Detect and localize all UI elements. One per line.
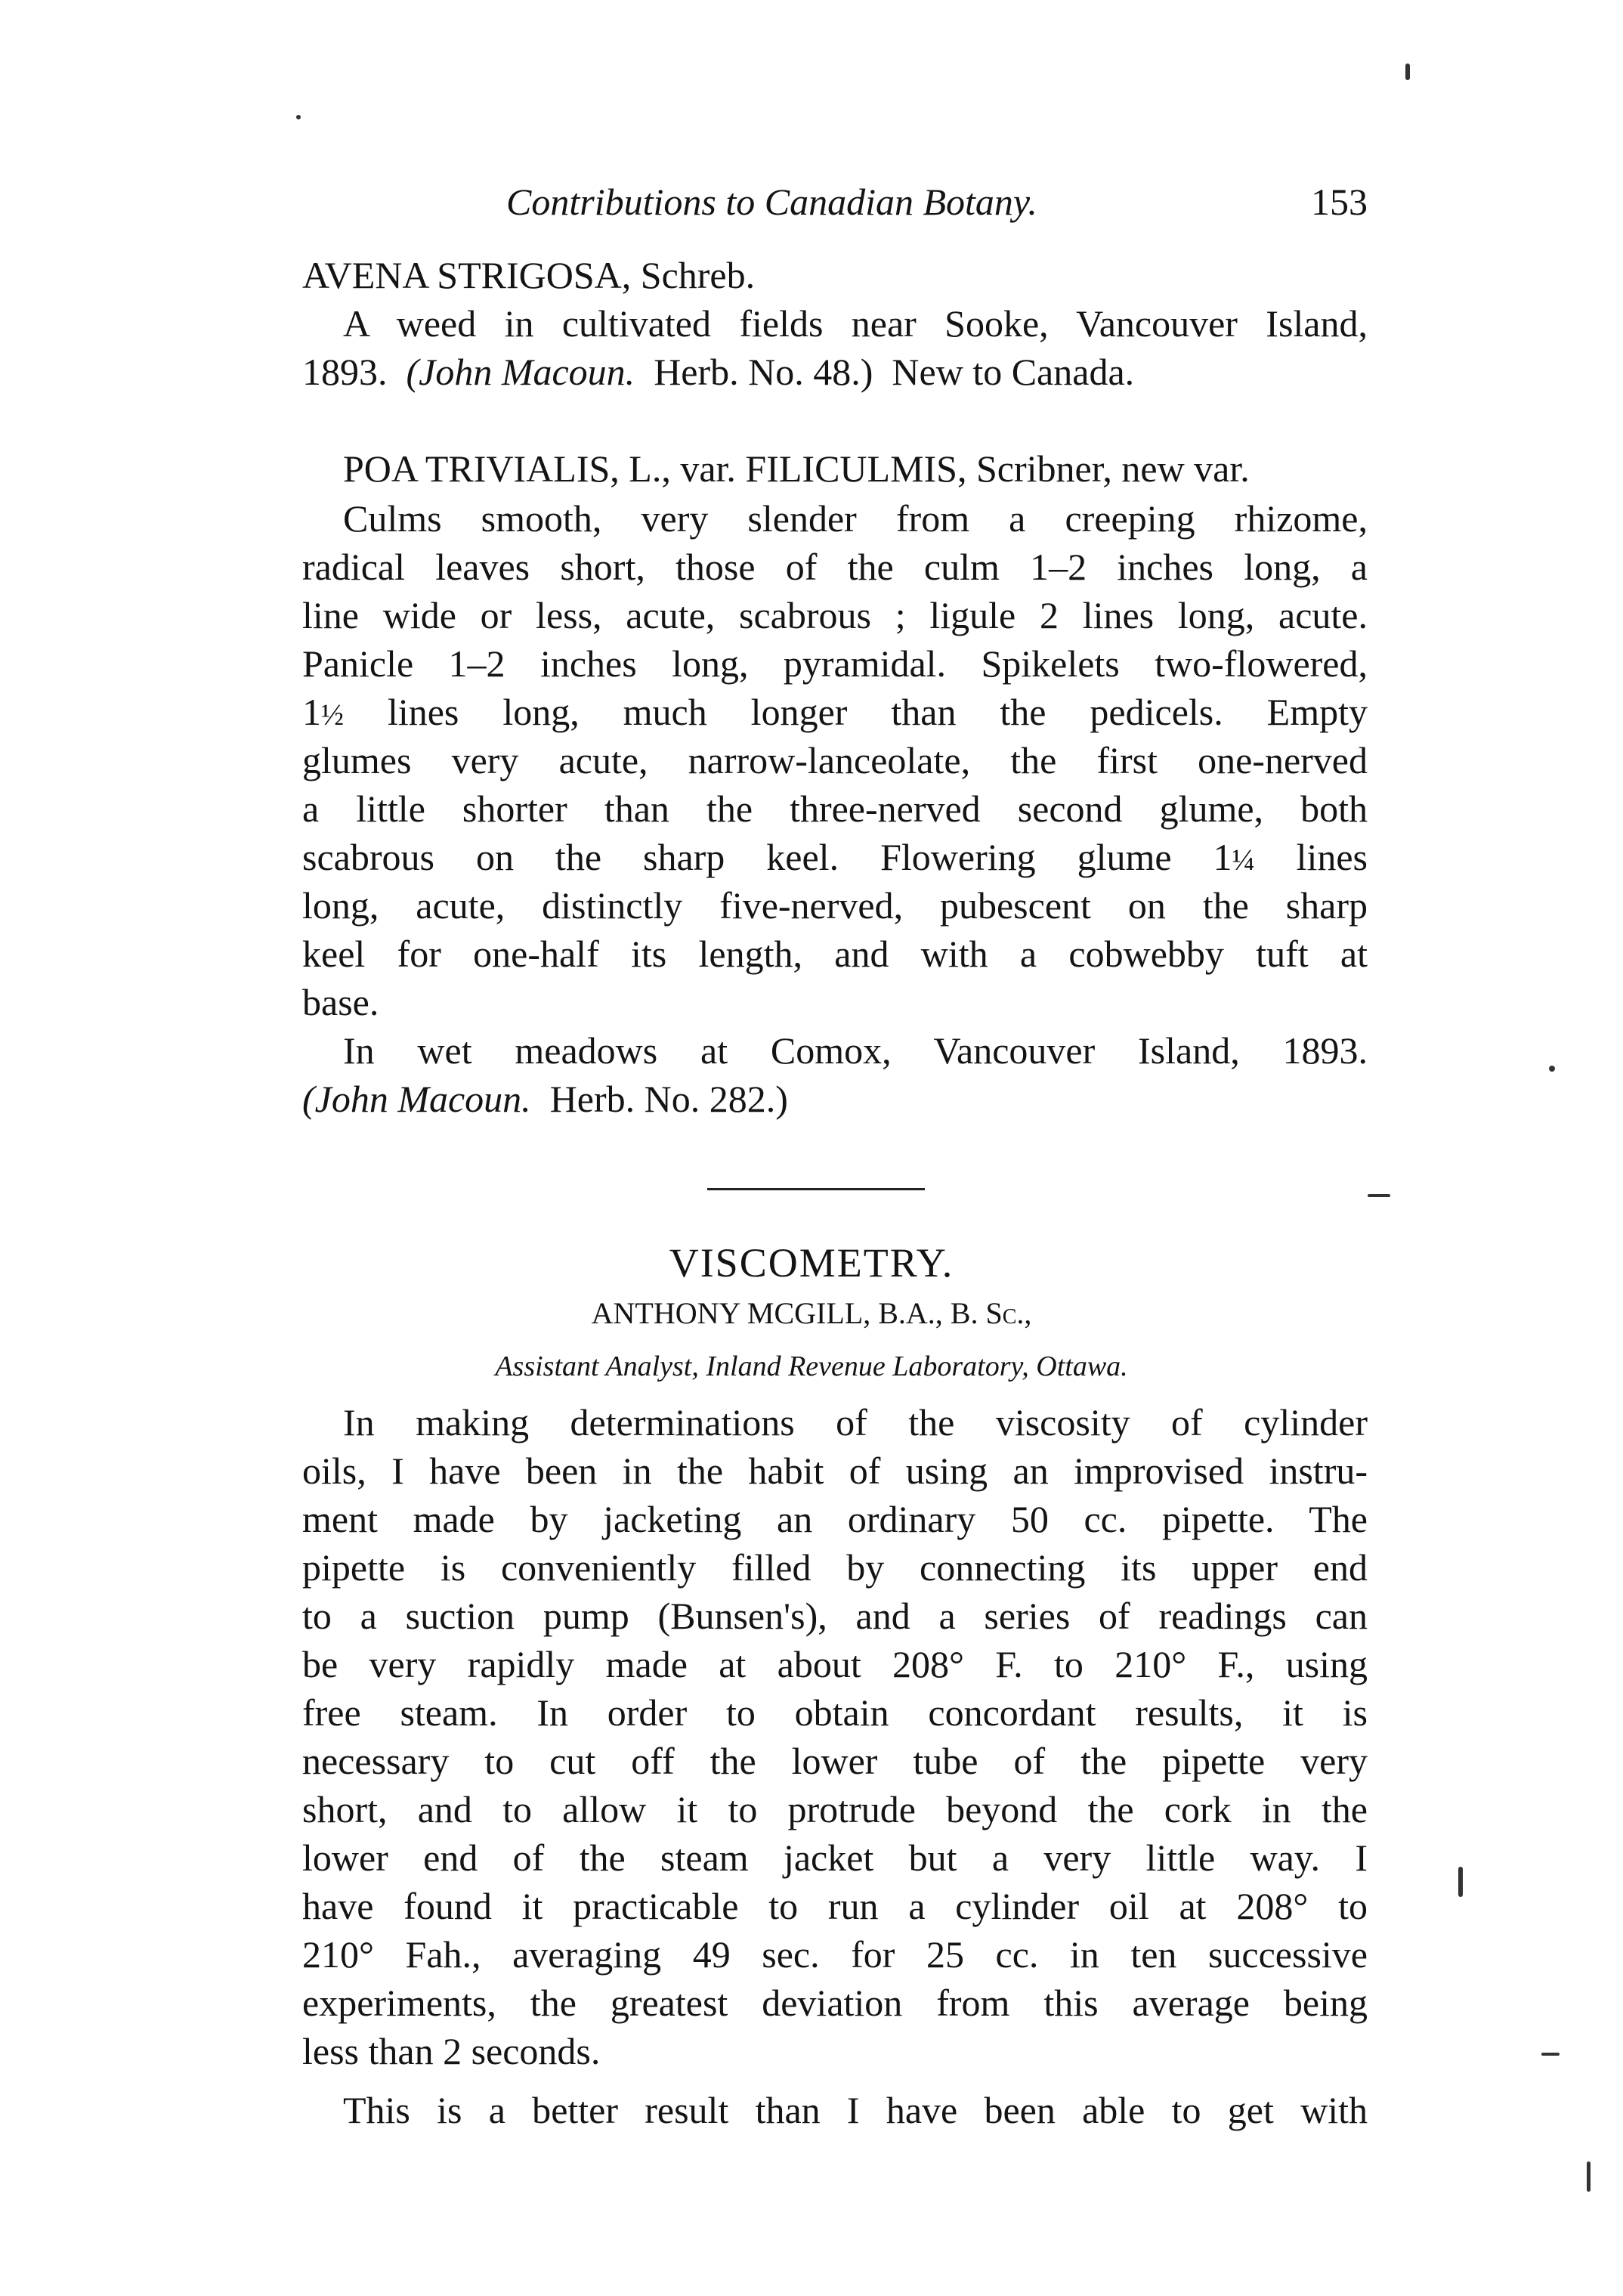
article-title: VISCOMETRY.: [669, 1240, 954, 1286]
paragraph-line: In making determinations of the viscosity of cylinder: [343, 1401, 1368, 1444]
description-line: base.: [302, 981, 379, 1023]
description-line: Culms smooth, very slender from a creeping rhizome,: [343, 497, 1368, 540]
species-author: L., var.: [629, 447, 736, 490]
paragraph-line: be very rapidly made at about 208° F. to 210° F., using: [302, 1643, 1368, 1685]
viscometry-paragraph-2: [302, 2086, 1368, 2134]
description-text: lines: [1296, 836, 1368, 878]
variety-author: Scribner, new var.: [976, 447, 1250, 490]
page-number: 153: [1311, 181, 1368, 223]
fraction-quarter: ¼: [1232, 843, 1255, 877]
description-line: long, acute, distinctly five-nerved, pubescent on the sharp: [302, 884, 1368, 927]
author-affiliation: Assistant Analyst, Inland Revenue Laboratory, Ottawa.: [495, 1351, 1128, 1382]
avena-line: A weed in cultivated fields near Sooke, Vancouver Island,: [343, 302, 1368, 345]
article-author: ANTHONY MCGILL, B.A., B. Sc.,: [591, 1296, 1032, 1330]
avena-heading: [302, 251, 1368, 299]
poa-heading: [302, 444, 1368, 493]
note: New to Canada.: [892, 351, 1135, 393]
avena-line: [302, 348, 1368, 396]
herbarium-number: Herb. No. 282.): [549, 1078, 788, 1120]
year: 1893.: [302, 351, 388, 393]
scan-speck: [1405, 63, 1410, 80]
description-text: scabrous on the sharp keel. Flowering glume 1: [302, 836, 1232, 878]
paragraph-line: necessary to cut off the lower tube of the pipette very: [302, 1740, 1368, 1782]
poa-description: [302, 494, 1368, 1123]
paragraph-line: pipette is conveniently filled by connecting its upper end: [302, 1546, 1368, 1589]
poa-entry: [302, 444, 1368, 493]
description-line: Panicle 1–2 inches long, pyramidal. Spikelets two-flowered,: [302, 642, 1368, 685]
avena-entry: [302, 251, 1368, 396]
paragraph-line: have found it practicable to run a cylinder oil at 208° to: [302, 1885, 1368, 1927]
paragraph-line: oils, I have been in the habit of using an improvised instru-: [302, 1450, 1368, 1492]
description-line: keel for one-half its length, and with a cobwebby tuft at: [302, 933, 1368, 975]
paragraph-line: This is a better result than I have been able to get with: [343, 2089, 1368, 2131]
fraction-half: ½: [321, 698, 344, 732]
collector: (John Macoun.: [406, 351, 635, 393]
habitat-line: In wet meadows at Comox, Vancouver Island, 1893.: [343, 1029, 1368, 1072]
paragraph-line: free steam. In order to obtain concordant results, it is: [302, 1691, 1368, 1734]
species-author: Schreb.: [640, 254, 756, 296]
scan-speck: [1368, 1194, 1390, 1197]
species-name: POA TRIVIALIS,: [343, 447, 620, 490]
scan-speck: [1458, 1867, 1463, 1897]
habitat-line: [302, 1075, 1368, 1123]
variety-name: FILICULMIS,: [745, 447, 967, 490]
fraction-whole: 1: [302, 691, 321, 733]
running-title: Contributions to Canadian Botany.: [506, 181, 1037, 223]
description-line: glumes very acute, narrow-lanceolate, the first one-nerved: [302, 739, 1368, 781]
viscometry-paragraph-1: [302, 1398, 1368, 2075]
description-line: [302, 688, 1368, 736]
paragraph-line: short, and to allow it to protrude beyond the cork in the: [302, 1788, 1368, 1830]
scan-speck: [1587, 2161, 1591, 2192]
scan-speck: [1549, 1066, 1555, 1072]
species-name: AVENA STRIGOSA,: [302, 254, 632, 296]
scan-speck: [296, 115, 301, 119]
description-line: radical leaves short, those of the culm 1–2 inches long, a: [302, 546, 1368, 588]
scan-speck: [1541, 2053, 1560, 2056]
paragraph-line: ment made by jacketing an ordinary 50 cc. pipette. The: [302, 1498, 1368, 1540]
paragraph-line: to a suction pump (Bunsen's), and a series of readings can: [302, 1595, 1368, 1637]
paragraph-line: 210° Fah., averaging 49 sec. for 25 cc. in ten successive: [302, 1933, 1368, 1976]
paragraph-line: experiments, the greatest deviation from this average being: [302, 1982, 1368, 2024]
description-line: line wide or less, acute, scabrous ; ligule 2 lines long, acute.: [302, 594, 1368, 636]
herbarium-number: Herb. No. 48.): [654, 351, 873, 393]
collector: (John Macoun.: [302, 1078, 531, 1120]
paragraph-line: lower end of the steam jacket but a very little way. I: [302, 1836, 1368, 1879]
paragraph-line: less than 2 seconds.: [302, 2030, 601, 2072]
description-line: [302, 833, 1368, 881]
description-line: a little shorter than the three-nerved second glume, both: [302, 788, 1368, 830]
page-header: [302, 180, 1368, 240]
description-text: lines long, much longer than the pedicels. Empty: [387, 691, 1368, 733]
section-divider: [707, 1188, 925, 1190]
